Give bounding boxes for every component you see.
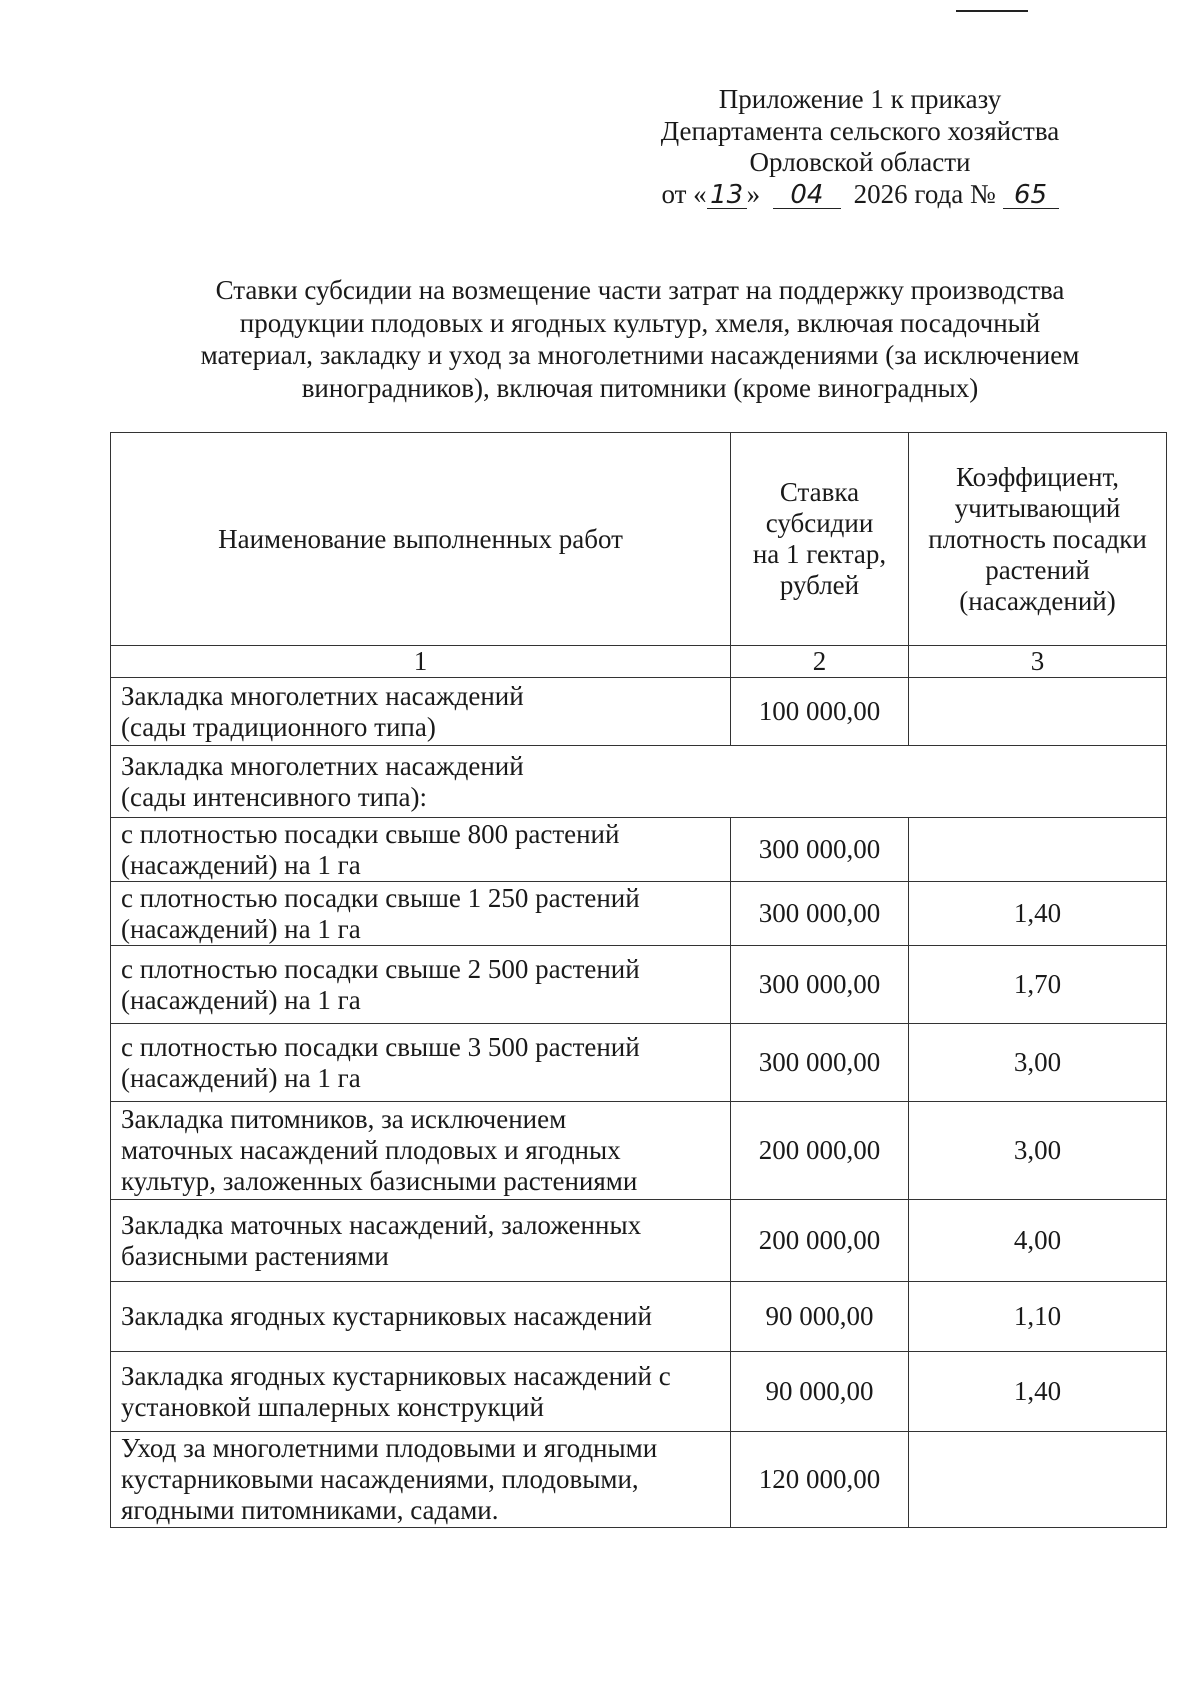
coefficient-cell [909,678,1167,746]
work-name-line: с плотностью посадки свыше 2 500 растений [121,953,640,984]
work-name-line: Закладка маточных насаждений, заложенных [121,1209,642,1240]
header-rate-line: субсидии [765,508,874,538]
work-name-cell [111,1200,731,1282]
work-name-line: Закладка ягодных кустарниковых насаждений с [121,1360,671,1391]
work-name-line: Закладка многолетних насаждений [121,750,524,781]
rate-cell: 200 000,00 [731,1200,909,1282]
document-title [150,274,1130,404]
handwritten-order-number: 65 [1003,182,1059,209]
work-name-line: (сады традиционного типа) [121,711,436,742]
handwritten-month: 04 [773,182,841,209]
work-name-line: установкой шпалерных конструкций [121,1391,544,1422]
coefficient-cell: 3,00 [909,1102,1167,1200]
coefficient-cell [909,818,1167,882]
work-name-line: (насаждений) на 1 га [121,849,361,880]
header-work-name: Наименование выполненных работ [111,433,731,646]
header-coef-line: растений [985,554,1090,585]
column-number: 3 [909,646,1167,678]
date-prefix: от « [661,178,707,209]
column-numbers-row [111,646,1167,678]
date-quote-close: » [746,178,761,209]
work-name-cell [111,1352,731,1432]
section-name-cell [111,746,1167,818]
title-line-1: Ставки субсидии на возмещение части затрат на поддержку производства [215,275,1065,305]
work-name-cell [111,1432,731,1528]
coefficient-cell: 1,40 [909,1352,1167,1432]
work-name-line: маточных насаждений плодовых и ягодных [121,1135,621,1165]
work-name-line: Закладка ягодных кустарниковых насаждений [121,1301,652,1331]
table-row [111,1432,1167,1528]
work-name-line: ягодными питомниками, садами. [121,1495,499,1525]
work-name-cell [111,1282,731,1352]
rate-cell: 90 000,00 [731,1282,909,1352]
header-coef-line: плотность посадки [928,523,1147,554]
header-coef-line: Коэффициент, [955,461,1120,492]
work-name-line: культур, заложенных базисными растениями [121,1166,638,1196]
work-name-line: Закладка многолетних насаждений [121,680,524,711]
table-row [111,1282,1167,1352]
header-rate-line: Ставка [779,477,860,507]
rate-cell: 120 000,00 [731,1432,909,1528]
work-name-cell [111,1102,731,1200]
work-name-cell [111,1024,731,1102]
subsidy-rates-table [110,432,1167,1528]
work-name-line: с плотностью посадки свыше 800 растений [121,818,620,849]
table-row [111,1200,1167,1282]
header-rate-line: рублей [779,570,860,600]
order-date-line [640,179,1080,211]
table-row [111,1352,1167,1432]
coefficient-cell: 3,00 [909,1024,1167,1102]
coefficient-cell: 1,40 [909,882,1167,946]
column-number: 1 [111,646,731,678]
header-coefficient [909,433,1167,646]
work-name-line: (насаждений) на 1 га [121,984,361,1015]
work-name-line: кустарниковыми насаждениями, плодовыми, [121,1464,639,1494]
year-text: 2026 года № [853,178,996,209]
table-row [111,678,1167,746]
rate-cell: 300 000,00 [731,1024,909,1102]
table-row [111,1024,1167,1102]
work-name-line: с плотностью посадки свыше 3 500 растений [121,1031,640,1062]
table-row [111,946,1167,1024]
handwritten-day: 13 [707,182,747,209]
header-rate-line: на 1 гектар, [752,539,887,569]
table-header-row [111,433,1167,646]
work-name-cell [111,946,731,1024]
work-name-line: с плотностью посадки свыше 1 250 растений [121,882,640,913]
rate-cell: 200 000,00 [731,1102,909,1200]
title-line-4: виноградников), включая питомники (кроме виноградных) [301,372,979,403]
appendix-line-1: Приложение 1 к приказу [718,84,1002,114]
rate-cell: 300 000,00 [731,946,909,1024]
appendix-line-3: Орловской области [749,147,971,177]
appendix-line-2: Департамента сельского хозяйства [660,115,1060,146]
work-name-cell [111,882,731,946]
coefficient-cell: 1,10 [909,1282,1167,1352]
work-name-line: (насаждений) на 1 га [121,913,361,944]
column-number: 2 [731,646,909,678]
header-coef-line: (насаждений) [959,585,1116,616]
table-row [111,818,1167,882]
work-name-line: Закладка питомников, за исключением [121,1104,567,1134]
work-name-line: базисными растениями [121,1240,389,1271]
title-line-2: продукции плодовых и ягодных культур, хмеля, включая посадочный [239,307,1041,338]
title-line-3: материал, закладку и уход за многолетними насаждениями (за исключением [200,340,1080,370]
rate-cell: 90 000,00 [731,1352,909,1432]
coefficient-cell: 1,70 [909,946,1167,1024]
coefficient-cell [909,1432,1167,1528]
work-name-line: (сады интенсивного типа): [121,781,428,812]
table-section-row [111,746,1167,818]
rate-cell: 300 000,00 [731,882,909,946]
rate-cell: 100 000,00 [731,678,909,746]
header-coef-line: учитывающий [954,492,1121,523]
page-corner-mark [956,0,1028,12]
coefficient-cell: 4,00 [909,1200,1167,1282]
header-rate [731,433,909,646]
table-row [111,1102,1167,1200]
table-row [111,882,1167,946]
work-name-cell [111,678,731,746]
work-name-cell [111,818,731,882]
work-name-line: Уход за многолетними плодовыми и ягодными [121,1433,658,1463]
work-name-line: (насаждений) на 1 га [121,1062,361,1093]
appendix-header [640,84,1080,210]
rate-cell: 300 000,00 [731,818,909,882]
